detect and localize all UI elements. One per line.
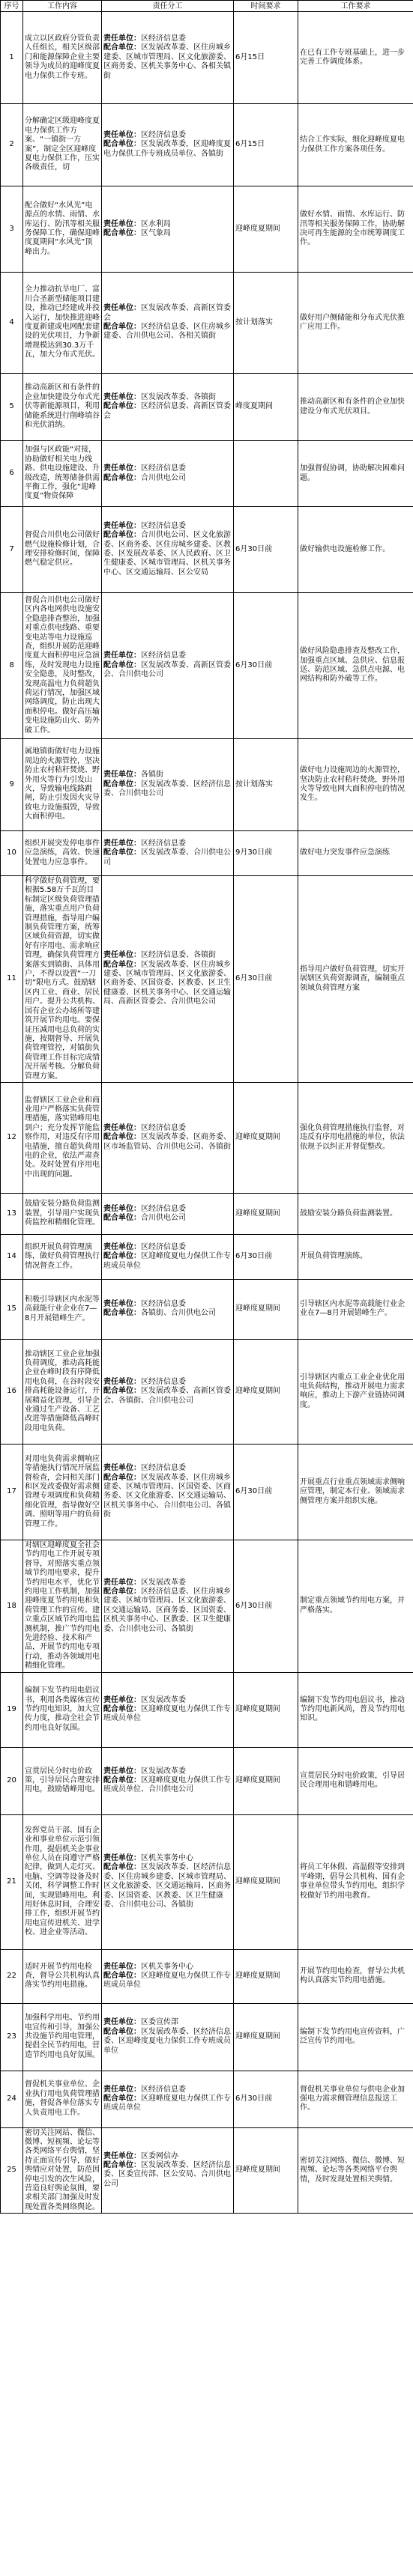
time-requirement: 迎峰度夏期间 bbox=[234, 186, 298, 273]
lead-label: 责任单位： bbox=[103, 304, 141, 313]
table-row bbox=[1, 104, 413, 186]
row-number: 5 bbox=[1, 374, 23, 441]
work-requirement: 开展负荷管理演练。 bbox=[298, 1234, 413, 1279]
lead-unit: 区机关事务中心 bbox=[141, 1962, 193, 1971]
responsibility bbox=[102, 2127, 234, 2214]
responsibility bbox=[102, 1814, 234, 1949]
coop-label: 配合单位： bbox=[103, 1387, 141, 1396]
lead-label: 责任单位： bbox=[103, 1123, 141, 1132]
row-number: 22 bbox=[1, 1949, 23, 2003]
time-requirement: 迎峰度夏期间 bbox=[234, 1949, 298, 2003]
work-requirement: 指导用户做好负荷管理，切实开展辖区负荷资源调查，编制重点领域负荷管理方案 bbox=[298, 876, 413, 1083]
responsibility bbox=[102, 1339, 234, 1444]
table-row bbox=[1, 1672, 413, 1747]
lead-label: 责任单位： bbox=[103, 1767, 141, 1775]
row-number: 10 bbox=[1, 831, 23, 876]
coop-label: 配合单位： bbox=[103, 1587, 141, 1596]
work-requirement: 推动高新区和有条件的企业加快建设分布式光伏项目。 bbox=[298, 374, 413, 441]
row-number: 13 bbox=[1, 1193, 23, 1234]
work-content: 对用电负荷需求侧响应等措施执行情况开展监督检查，会同相关部门和区发改委做好需求侧管理专项调度和负荷精细化管理，指导做好空调、照明等用户的负荷管理工作。 bbox=[23, 1444, 102, 1540]
row-number: 23 bbox=[1, 2003, 23, 2071]
coop-unit: 区迎峰度夏电力保供工作专班成员单位 bbox=[103, 2094, 231, 2112]
work-requirement: 强化负荷管理措施执行监督，对违反有序用电措施的单位，依法依规予以纠正并督促整改。 bbox=[298, 1082, 413, 1193]
time-requirement bbox=[234, 441, 298, 507]
lead-label: 责任单位： bbox=[103, 651, 141, 660]
time-requirement: 6月15日 bbox=[234, 12, 298, 104]
work-content: 组织开展负荷管理演练，做好负荷管理执行情况督查工作。 bbox=[23, 1234, 102, 1279]
table-row bbox=[1, 1949, 413, 2003]
work-content: 配合做好“水风光”电源点的水情、雨情、水库运行、防汛等相关服务保障工作，确保迎峰度夏期间“水风光”顶峰出力。 bbox=[23, 186, 102, 273]
table-row bbox=[1, 1234, 413, 1279]
coop-unit: 区经济信息委、区住房城乡建委、区城市管理局、区文化旅游委、区交通运输局、区商务委、区国资委、区机关事务中心、区教委、区卫生健康委、合川供电公司、各镇街 bbox=[103, 1587, 231, 1633]
lead-unit: 区经济信息委 bbox=[141, 839, 186, 848]
table-row bbox=[1, 593, 413, 739]
row-number: 24 bbox=[1, 2071, 23, 2127]
table-row bbox=[1, 1444, 413, 1540]
responsibility bbox=[102, 831, 234, 876]
work-content: 全力推动抗旱电厂、富川合圣新型储能项目建设，推动已经建成并投入运行，加快推进迎峰度夏新建或电网配套建设的光伏项目，力争新增规模达到30.3万千瓦，加大分布式光伏。 bbox=[23, 273, 102, 374]
time-requirement: 6月30日前 bbox=[234, 1444, 298, 1540]
table-row bbox=[1, 374, 413, 441]
lead-label: 责任单位： bbox=[103, 34, 141, 43]
lead-label: 责任单位： bbox=[103, 521, 141, 530]
lead-label: 责任单位： bbox=[103, 1300, 141, 1309]
time-requirement: 6月15日 bbox=[234, 104, 298, 186]
work-requirement: 督促机关事业单位与供电企业加强电力需求侧管理信息报送工作。 bbox=[298, 2071, 413, 2127]
work-requirement: 引导辖区内重点工业企业优化用电负荷结构，推动开展电力需求响应，推动上下游产业链协同调度。 bbox=[298, 1339, 413, 1444]
coop-unit: 合川供电公司 bbox=[141, 1213, 186, 1222]
lead-unit: 区经济信息委 bbox=[141, 1123, 186, 1132]
coop-label: 配合单位： bbox=[103, 2094, 141, 2103]
header-time: 时间要求 bbox=[234, 1, 298, 12]
coop-unit: 合川供电公司 bbox=[141, 473, 186, 482]
coop-unit: 区发展改革委，区迎峰度夏电力保供工作专班成员单位、各镇街 bbox=[103, 140, 231, 158]
work-requirement: 鼓励安装分路负荷监测装置。 bbox=[298, 1193, 413, 1234]
coop-label: 配合单位： bbox=[103, 43, 141, 52]
time-requirement: 迎峰度夏期间 bbox=[234, 1747, 298, 1814]
time-requirement: 6月30日前 bbox=[234, 593, 298, 739]
lead-unit: 各镇街 bbox=[141, 771, 163, 780]
work-content: 成立以区政府分管负责人任组长，相关区级部门和能源保障企业主要领导为成员的迎峰度夏电力保供工作专班。 bbox=[23, 12, 102, 104]
coop-label: 配合单位： bbox=[103, 660, 141, 669]
coop-label: 配合单位： bbox=[103, 402, 141, 411]
coop-label: 配合单位： bbox=[103, 323, 141, 331]
lead-label: 责任单位： bbox=[103, 771, 141, 780]
lead-label: 责任单位： bbox=[103, 464, 141, 473]
coop-unit: 区经济信息委、高新区管委会 bbox=[103, 402, 231, 420]
coop-unit: 区发展改革委、区经济信息委、区迎峰度夏电力保供工作专班成员单位 bbox=[103, 2027, 231, 2055]
coop-unit: 合川供电公司、区文化旅游委、区商务委、区住房城乡建委、区教委、区发展改革委、区人民政府、区卫生健康委、区城市管理局、区机关事务中心、区交通运输局、区公安局 bbox=[103, 531, 231, 577]
lead-unit: 区水利局 bbox=[141, 219, 171, 228]
lead-unit: 区发展改革委 bbox=[141, 1578, 186, 1587]
lead-label: 责任单位： bbox=[103, 1962, 141, 1971]
table-row bbox=[1, 1747, 413, 1814]
table-row bbox=[1, 2071, 413, 2127]
responsibility bbox=[102, 374, 234, 441]
row-number: 17 bbox=[1, 1444, 23, 1540]
coop-label: 配合单位： bbox=[103, 2027, 141, 2036]
time-requirement: 9月30日前 bbox=[234, 831, 298, 876]
work-content: 组织开展突发停电事件应急演练，高效、快速处置电力应急事件。 bbox=[23, 831, 102, 876]
coop-unit: 各镇街、合川供电公司 bbox=[141, 1309, 216, 1318]
table-row bbox=[1, 1339, 413, 1444]
work-content: 编制下发节约用电倡议书，利用各类媒体宣传节约用电知识，加大宣传力度，推动全社会节约用电良好氛围。 bbox=[23, 1672, 102, 1747]
responsibility bbox=[102, 104, 234, 186]
row-number: 7 bbox=[1, 507, 23, 593]
row-number: 14 bbox=[1, 1234, 23, 1279]
work-content: 督促合川供电公司做好燃气设施检修计划，合理安排检修时间，保障燃气稳定供应。 bbox=[23, 507, 102, 593]
row-number: 1 bbox=[1, 12, 23, 104]
coop-unit: 区发展改革委、区商务委、区市场监管局、合川供电公司、各镇街 bbox=[103, 1133, 231, 1151]
coop-unit: 区迎峰度夏电力保供工作专班成员单位 bbox=[103, 1252, 231, 1270]
time-requirement: 迎峰度夏期间 bbox=[234, 1082, 298, 1193]
lead-label: 责任单位： bbox=[103, 392, 141, 401]
time-requirement: 迎峰度夏期间 bbox=[234, 1193, 298, 1234]
row-number: 4 bbox=[1, 273, 23, 374]
time-requirement: 迎峰度夏期间 bbox=[234, 2003, 298, 2071]
lead-unit: 区发展改革委 bbox=[141, 1695, 186, 1704]
work-content: 加强与区政能“对接，协助做好相关电力线路、供电设施建设、升级改造，统筹储备供需平衡工作，强化“迎峰度夏”物资保障 bbox=[23, 441, 102, 507]
lead-label: 责任单位： bbox=[103, 130, 141, 139]
coop-unit: 区发展改革委、区经济信息委、合川供电公司 bbox=[103, 780, 231, 798]
lead-unit: 区经济信息委 bbox=[141, 1204, 186, 1213]
work-requirement: 结合工作实际，细化迎峰度夏电力保供工作方案各项任务。 bbox=[298, 104, 413, 186]
responsibility bbox=[102, 1949, 234, 2003]
lead-unit: 区经济信息委 bbox=[141, 34, 186, 43]
coop-unit: 区发展改革委、高新区管委会、合川供电公司 bbox=[103, 660, 231, 679]
responsibility bbox=[102, 1082, 234, 1193]
responsibility bbox=[102, 12, 234, 104]
responsibility bbox=[102, 1747, 234, 1814]
lead-unit: 区委宣传部 bbox=[141, 2018, 178, 2027]
lead-unit: 区经济信息委 bbox=[141, 464, 186, 473]
work-content: 科学做好负荷管理，要根据5.58万千瓦的目标制定区级负荷管理措施，落实重点用户负荷管理措施，指导用户编制负荷管理方案，统筹区域负荷资源，切实做好有序用电、需求响应管理，确保负荷管理方案落实到镇街、具体用户，不得以设置“一刀切”限电方式。鼓励辖区内工业、商业、居民用户。提升公共机构、国有企业公办场所等建筑开展节约用电。要保证压减用电总负荷的实施，按期督导、开展负荷管理管控，对镇街负荷管理工作目标完成情况开展考核。分解负荷管理方案。 bbox=[23, 876, 102, 1083]
responsibility bbox=[102, 739, 234, 831]
responsibility bbox=[102, 186, 234, 273]
lead-unit: 区经济信息委 bbox=[141, 1464, 186, 1473]
work-content: 属地镇街做好电力设施周边的火源管控，坚决防止农村秸秆焚烧、野外用火等行为引发山火，导致输电线路跳闸，防止引发因火灾导致电力设施损毁，导致大面积停电。 bbox=[23, 739, 102, 831]
work-requirement: 编制下发节约用电倡议书，推动节约用电新风尚，普及节约用电知识。 bbox=[298, 1672, 413, 1747]
table-row bbox=[1, 1540, 413, 1672]
time-requirement: 6月30日前 bbox=[234, 876, 298, 1083]
row-number: 25 bbox=[1, 2127, 23, 2214]
time-requirement: 6月30日前 bbox=[234, 1234, 298, 1279]
work-requirement: 将员工年休假、高温假等安排到平峰期，倡导公共机构、国有企事业单位带头节约用电，组织学校做好节约用电教育。 bbox=[298, 1814, 413, 1949]
coop-label: 配合单位： bbox=[103, 1971, 141, 1980]
responsibility bbox=[102, 1193, 234, 1234]
responsibility bbox=[102, 1279, 234, 1339]
table-row bbox=[1, 739, 413, 831]
lead-label: 责任单位： bbox=[103, 2085, 141, 2094]
work-requirement: 制定重点领域节约用电方案，并严格落实。 bbox=[298, 1540, 413, 1672]
lead-unit: 区经济信息委 bbox=[141, 651, 186, 660]
work-requirement: 密切关注网络、微信、微博、短视频、论坛等各类网络平台舆情，及时发现处置相关舆情。 bbox=[298, 2127, 413, 2214]
responsibility bbox=[102, 2071, 234, 2127]
work-content: 对辖区迎峰度夏全社会节约用电工作开展专项督导，对照落实重点领域节约用电要求，提升节约用电水平，优化节约用电工作机制，加强迎峰度夏节约用电和负荷管理工作的宣传。建立重点区域节约用电监测机制，推广节约用电先进经验、技术和产品，开展节约用电专项行动，推动各领域用电精细化管理。 bbox=[23, 1540, 102, 1672]
coop-unit: 区迎峰度夏电力保供工作专班成员单位、合川供电公司 bbox=[103, 1775, 231, 1794]
table-row bbox=[1, 876, 413, 1083]
row-number: 18 bbox=[1, 1540, 23, 1672]
lead-label: 责任单位： bbox=[103, 1377, 141, 1386]
work-content: 鼓励安装分路负荷监测装置，引导用户实现负荷监控和精细化管理。 bbox=[23, 1193, 102, 1234]
lead-label: 责任单位： bbox=[103, 1853, 141, 1862]
coop-label: 配合单位： bbox=[103, 473, 141, 482]
coop-label: 配合单位： bbox=[103, 1704, 141, 1713]
lead-unit: 区发展改革委、各镇街 bbox=[141, 392, 216, 401]
responsibility bbox=[102, 2003, 234, 2071]
lead-unit: 区经济信息委 bbox=[141, 521, 186, 530]
work-requirement: 做好用户侧储能和分布式光伏推广应用工作。 bbox=[298, 273, 413, 374]
coop-unit: 区发展改革委、合川供电公司 bbox=[103, 848, 231, 866]
work-requirement: 在已有工作专班基础上，进一步完善工作调度体系。 bbox=[298, 12, 413, 104]
coop-unit: 区迎峰度夏电力保供工作专班成员单位 bbox=[103, 1704, 231, 1723]
coop-unit: 区发展改革委、区经济信息委、区住房城乡建委、区城市管理局、区文化旅游委、区交通运输局、区商务委、区国资委、区教委、区卫生健康委、合川供电公司、各镇街 bbox=[103, 1863, 231, 1909]
coop-unit: 区发展改革委、区住房城乡建委、区城市管理局、区文化旅游委、区商务委、区机关事务中心、各相关镇街 bbox=[103, 43, 231, 80]
table-row bbox=[1, 273, 413, 374]
coop-unit: 区经济信息委、区住房城乡建委、合川供电公司、各相关镇街 bbox=[103, 323, 231, 341]
coop-unit: 区迎峰度夏电力保供工作专班成员单位 bbox=[103, 1971, 231, 1990]
coop-label: 配合单位： bbox=[103, 531, 141, 540]
table-row bbox=[1, 507, 413, 593]
responsibility bbox=[102, 1540, 234, 1672]
time-requirement: 迎峰度夏期间 bbox=[234, 2127, 298, 2214]
work-requirement: 编制下发节约用电宣传资料，广泛宣传节约用电。 bbox=[298, 2003, 413, 2071]
coop-label: 配合单位： bbox=[103, 1213, 141, 1222]
time-requirement: 按计划落实 bbox=[234, 739, 298, 831]
row-number: 15 bbox=[1, 1279, 23, 1339]
coop-label: 配合单位： bbox=[103, 140, 141, 149]
coop-label: 配合单位： bbox=[103, 780, 141, 789]
work-requirement: 引导辖区内水泥等高载能行业企业在7—8月开展错峰生产。 bbox=[298, 1279, 413, 1339]
work-content: 推动辖区工业企业加强负荷调度，推动高耗能企业在峰时段有序降低用电负荷，在谷时段安排高耗能设备运行，开展精益化管理，引导企业通过生产设备、工艺改进等措施降低高峰时段用电负荷。 bbox=[23, 1339, 102, 1444]
row-number: 3 bbox=[1, 186, 23, 273]
table-row bbox=[1, 2127, 413, 2214]
header-responsibility: 责任分工 bbox=[102, 1, 234, 12]
work-requirement: 加强督促协调，协助解决困难问题。 bbox=[298, 441, 413, 507]
time-requirement: 迎峰度夏期间 bbox=[234, 1339, 298, 1444]
header-row bbox=[1, 1, 413, 12]
table-row bbox=[1, 1814, 413, 1949]
row-number: 9 bbox=[1, 739, 23, 831]
work-content: 加强科学用电、节约用电宣传和引导，加强公共设施节约用电管理，提倡全民节约用电，营造节约用电良好氛围。 bbox=[23, 2003, 102, 2071]
row-number: 12 bbox=[1, 1082, 23, 1193]
work-content: 督促合川供电公司做好区内各电网供电设施安全隐患排查整治，加强对重点供电线路、重要变电站等电力设施巡查，组织开展防范迎峰度夏大面积停电应急演练，及时发现电力设施安全隐患，及时整改，发现高温电力负荷超负荷运行情况，加强区域网络调度，防止出现大面积停电。做好高压输变电设施防山火、防外破工作。 bbox=[23, 593, 102, 739]
work-requirement: 宣贯居民分时电价政策，引导居民合理用电和错峰用电。 bbox=[298, 1747, 413, 1814]
coop-unit: 区发展改革委、区住房城乡建委、区城市管理局、区国资委、区商务委、区文化旅游委、区交通运输局、区机关事务中心、合川供电公司、各镇街 bbox=[103, 1473, 231, 1519]
work-content: 分解确定区级迎峰度夏电力保供工作方案、“一镇街一方案”，制定全区迎峰度夏电力保供工作，压实各级责任，切 bbox=[23, 104, 102, 186]
lead-label: 责任单位： bbox=[103, 1242, 141, 1251]
responsibility bbox=[102, 507, 234, 593]
lead-label: 责任单位： bbox=[103, 1695, 141, 1704]
responsibility bbox=[102, 273, 234, 374]
coop-label: 配合单位： bbox=[103, 1863, 141, 1872]
coop-label: 配合单位： bbox=[103, 1309, 141, 1318]
coop-unit: 区气象局 bbox=[141, 229, 171, 237]
row-number: 6 bbox=[1, 441, 23, 507]
work-requirement: 做好电力突发事件应急演练 bbox=[298, 831, 413, 876]
row-number: 21 bbox=[1, 1814, 23, 1949]
work-content: 监督辖区工业企业和商业用户严格落实负荷管理措施，落实错峰用电到户；充分发挥节能监察作用，对违反有序用电措施，擅自超负荷用电的企业，依法严肃查处。及时处置有序用电中出现的问题。 bbox=[23, 1082, 102, 1193]
row-number: 11 bbox=[1, 876, 23, 1083]
coop-label: 配合单位： bbox=[103, 1775, 141, 1784]
coop-label: 配合单位： bbox=[103, 960, 141, 969]
responsibility bbox=[102, 1672, 234, 1747]
header-content: 工作内容 bbox=[23, 1, 102, 12]
time-requirement: 6月30日前 bbox=[234, 2071, 298, 2127]
work-content: 推动高新区和有条件的企业加快建设分布式光伏等新能源项目，利用储能系统进行削峰填谷和光伏消纳。 bbox=[23, 374, 102, 441]
lead-label: 责任单位： bbox=[103, 2018, 141, 2027]
lead-label: 责任单位： bbox=[103, 1464, 141, 1473]
work-content: 宣贯居民分时电价政策，引导居民合理安排用电，鼓励错峰用电。 bbox=[23, 1747, 102, 1814]
lead-unit: 区经济信息委 bbox=[141, 1242, 186, 1251]
lead-label: 责任单位： bbox=[103, 1204, 141, 1213]
coop-label: 配合单位： bbox=[103, 1473, 141, 1482]
table-row bbox=[1, 831, 413, 876]
responsibility bbox=[102, 1234, 234, 1279]
header-no: 序号 bbox=[1, 1, 23, 12]
lead-unit: 区委网信办 bbox=[141, 2151, 178, 2160]
lead-label: 责任单位： bbox=[103, 2151, 141, 2160]
coop-label: 配合单位： bbox=[103, 1133, 141, 1142]
coop-unit: 区发展改革委、区住房城乡建委、区城市管理局、区文化旅游委、区商务委、区国资委、区教委、区卫生健康委、区机关事务中心、区交通运输局、高新区管委会、合川供电公司 bbox=[103, 960, 231, 1006]
responsibility bbox=[102, 441, 234, 507]
table-row bbox=[1, 1279, 413, 1339]
coop-label: 配合单位： bbox=[103, 2161, 141, 2170]
time-requirement: 6月30日前 bbox=[234, 1540, 298, 1672]
row-number: 2 bbox=[1, 104, 23, 186]
header-requirement: 工作要求 bbox=[298, 1, 413, 12]
lead-unit: 区发展改革委、高新区管委会 bbox=[103, 304, 231, 322]
lead-label: 责任单位： bbox=[103, 951, 141, 960]
work-requirement: 开展节约用电检查，督导公共机构认真落实节约用电措施。 bbox=[298, 1949, 413, 2003]
time-requirement: 迎峰度夏期间 bbox=[234, 1814, 298, 1949]
time-requirement: 按计划落实 bbox=[234, 273, 298, 374]
work-content: 密切关注网站、微信、微博、短视频、论坛等各类网络平台舆情，坚持正面宣传引导，做好舆情应对处置，防范因停电引发的次生风险，营造良好舆论氛围，要求相关部门加强及时发现处置各类网络舆论。 bbox=[23, 2127, 102, 2214]
lead-unit: 区经济信息委 bbox=[141, 130, 186, 139]
lead-unit: 区经济信息委 bbox=[141, 1377, 186, 1386]
table-row bbox=[1, 186, 413, 273]
responsibility bbox=[102, 1444, 234, 1540]
lead-unit: 区机关事务中心 bbox=[141, 1853, 193, 1862]
time-requirement: 峰度夏期间 bbox=[234, 374, 298, 441]
table-row bbox=[1, 1082, 413, 1193]
row-number: 16 bbox=[1, 1339, 23, 1444]
lead-label: 责任单位： bbox=[103, 839, 141, 848]
work-content: 适时开展节约用电检查，督导公共机构认真落实节约用电措施。 bbox=[23, 1949, 102, 2003]
coop-label: 配合单位： bbox=[103, 229, 141, 237]
lead-unit: 区经济信息委 bbox=[141, 1300, 186, 1309]
work-content: 发挥党员干部、国有企业和事业单位示范引领作用，提倡机关企事业单位人员在岗遵守严格纪律，做到人走灯灭、电脑、空调等设备及时关闭，科学调整工作时间，实现错峰用电。利用好休息时间，合理安排工作，组织开展节约用电宣传进机关、进学校、进企业等活动。 bbox=[23, 1814, 102, 1949]
work-content: 积极引导辖区内水泥等高载能行业企业在7—8月开展错峰生产。 bbox=[23, 1279, 102, 1339]
coop-unit: 区发展改革委、区经济信息委、区委宣传部、区公安局、合川供电公司 bbox=[103, 2161, 231, 2188]
responsibility bbox=[102, 593, 234, 739]
lead-unit: 区发展改革委 bbox=[141, 1767, 186, 1775]
work-requirement: 做好输供电设施检修工作。 bbox=[298, 507, 413, 593]
work-requirement: 做好水情、雨情、水库运行、防汛等相关服务保障工作，协助解决可再生能源的全市统筹调度工作。 bbox=[298, 186, 413, 273]
row-number: 20 bbox=[1, 1747, 23, 1814]
table-row bbox=[1, 1193, 413, 1234]
lead-label: 责任单位： bbox=[103, 1578, 141, 1587]
row-number: 8 bbox=[1, 593, 23, 739]
time-requirement: 迎峰度夏期间 bbox=[234, 1279, 298, 1339]
coop-unit: 区发展改革委、高新区管委会、各镇街、合川供电公司 bbox=[103, 1387, 231, 1405]
work-requirement: 做好电力设施周边的火源管控，坚决防止农村秸秆焚烧，野外用火等导致电网大面积停电的情况发生。 bbox=[298, 739, 413, 831]
responsibility bbox=[102, 876, 234, 1083]
time-requirement: 迎峰度夏期间 bbox=[234, 1672, 298, 1747]
coop-label: 配合单位： bbox=[103, 1252, 141, 1261]
coop-label: 配合单位： bbox=[103, 848, 141, 857]
lead-unit: 区经济信息委 bbox=[141, 2085, 186, 2094]
work-requirement: 开展重点行业重点领域需求侧响应管理，制定本行业、领域需求侧管理方案并组织实施。 bbox=[298, 1444, 413, 1540]
table-row bbox=[1, 12, 413, 104]
row-number: 19 bbox=[1, 1672, 23, 1747]
lead-label: 责任单位： bbox=[103, 219, 141, 228]
time-requirement: 6月30日前 bbox=[234, 507, 298, 593]
work-requirement: 做好风险隐患排查及整改工作，加强重点区域、急供应、信息报送、防范区域、急供点电源、电网结构和防外破等工作。 bbox=[298, 593, 413, 739]
table-row bbox=[1, 2003, 413, 2071]
lead-unit: 区经济信息委、各镇街 bbox=[141, 951, 216, 960]
table-row bbox=[1, 441, 413, 507]
work-content: 督促机关事业单位、企业执行用电负荷管理措施，督促各单位落实专人负责用电工作。 bbox=[23, 2071, 102, 2127]
